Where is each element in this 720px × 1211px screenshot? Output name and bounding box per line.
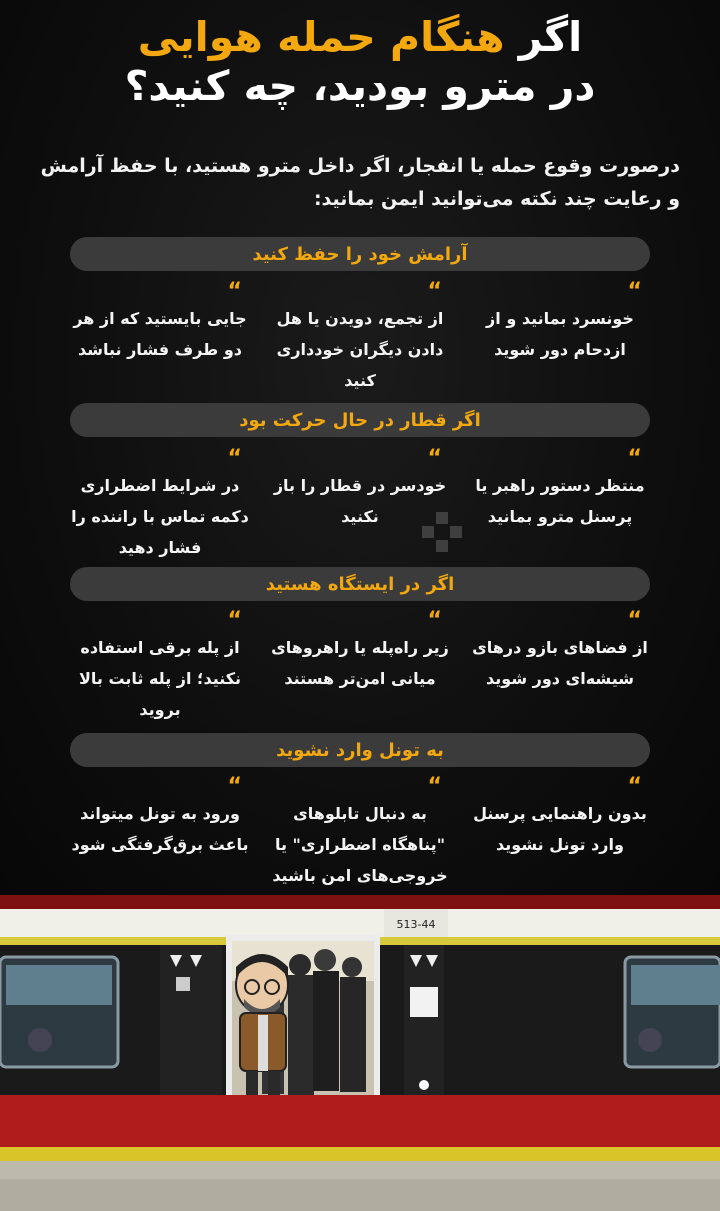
tip-text: در شرایط اضطراری دکمه تماس با راننده را فشار دهید <box>71 476 249 558</box>
tip-item <box>470 774 650 892</box>
passenger-head <box>638 1028 662 1052</box>
tip-item <box>270 774 450 892</box>
info-sticker-icon <box>176 977 190 991</box>
tip-text: از تجمع، دویدن یا هل دادن دیگران خودداری کنید <box>276 309 444 391</box>
tips-row-3 <box>70 608 650 726</box>
tip-item <box>70 279 250 397</box>
tip-text: از پله برقی استفاده نکنید؛ از پله ثابت بالا بروید <box>78 638 242 720</box>
section-heading-1 <box>70 237 650 271</box>
quote-icon: “ <box>227 608 242 633</box>
quote-icon: “ <box>627 608 642 633</box>
section-heading-4 <box>70 733 650 767</box>
quote-icon: “ <box>627 279 642 304</box>
right-window-glass <box>631 965 720 1005</box>
intro-paragraph: درصورت وقوع حمله یا انفجار، اگر داخل مترو هستید، با حفظ آرامش و رعایت چند نکته می‌توانید ایمن بمانید: <box>40 155 680 211</box>
tip-item <box>470 608 650 726</box>
quote-icon: “ <box>427 774 442 799</box>
train-lower-body <box>0 1095 720 1147</box>
headline-highlight: هنگام حمله هوایی <box>137 13 505 61</box>
train-roof <box>0 895 720 909</box>
watermark-logo-icon <box>420 510 464 554</box>
tip-item <box>470 446 650 564</box>
tip-text: خونسرد بمانید و از ازدحام دور شوید <box>486 309 634 360</box>
quote-icon: “ <box>427 608 442 633</box>
quote-icon: “ <box>227 774 242 799</box>
quote-icon: “ <box>427 279 442 304</box>
notice-sticker <box>410 987 438 1017</box>
section-heading-text: آرامش خود را حفظ کنید <box>252 243 468 265</box>
train-white-stripe <box>0 909 720 937</box>
headline-line-2: در مترو بودید، چه کنید؟ <box>124 62 596 111</box>
tip-text: ورود به تونل میتواند باعث برق‌گرفتگی شود <box>71 804 249 855</box>
tip-item <box>70 608 250 726</box>
headline <box>20 14 700 110</box>
tip-text: منتظر دستور راهبر یا پرسنل مترو بمانید <box>475 476 645 527</box>
tip-item <box>70 774 250 892</box>
car-number: 513-44 <box>396 918 436 931</box>
passenger-head <box>28 1028 52 1052</box>
tip-item <box>470 279 650 397</box>
tip-text: خودسر در قطار را باز نکنید <box>273 476 447 527</box>
headline-prefix: اگر <box>504 13 583 61</box>
quote-icon: “ <box>627 774 642 799</box>
metro-train-illustration <box>0 895 720 1211</box>
quote-icon: “ <box>427 446 442 471</box>
tip-text: از فضاهای بازو درهای شیشه‌ای دور شوید <box>472 638 648 689</box>
section-heading-2 <box>70 403 650 437</box>
tips-row-1 <box>70 279 650 397</box>
headline-line-1 <box>20 14 700 61</box>
tips-row-4 <box>70 774 650 892</box>
tip-text: زیر راه‌پله یا راهروهای میانی امن‌تر هستند <box>271 638 449 689</box>
tips-row-2 <box>70 446 650 564</box>
right-door-panel <box>404 945 444 1095</box>
section-heading-text: اگر در ایستگاه هستید <box>265 573 455 595</box>
section-heading-text: به تونل وارد نشوید <box>276 739 444 761</box>
platform-yellow-line <box>0 1147 720 1161</box>
tip-text: به دنبال تابلوهای "پناهگاه اضطراری" یا خروجی‌های امن باشید <box>272 804 448 886</box>
left-door-panel <box>160 945 222 1095</box>
quote-icon: “ <box>227 279 242 304</box>
tip-item <box>270 608 450 726</box>
tip-item <box>270 279 450 397</box>
tip-item <box>70 446 250 564</box>
tip-text: جایی بایستید که از هر دو طرف فشار نباشد <box>73 309 247 360</box>
quote-icon: “ <box>627 446 642 471</box>
quote-icon: “ <box>227 446 242 471</box>
tip-text: بدون راهنمایی پرسنل وارد تونل نشوید <box>473 804 647 855</box>
door-button-icon <box>419 1080 429 1090</box>
section-heading-3 <box>70 567 650 601</box>
left-window-glass <box>6 965 112 1005</box>
section-heading-text: اگر قطار در حال حرکت بود <box>239 409 481 431</box>
